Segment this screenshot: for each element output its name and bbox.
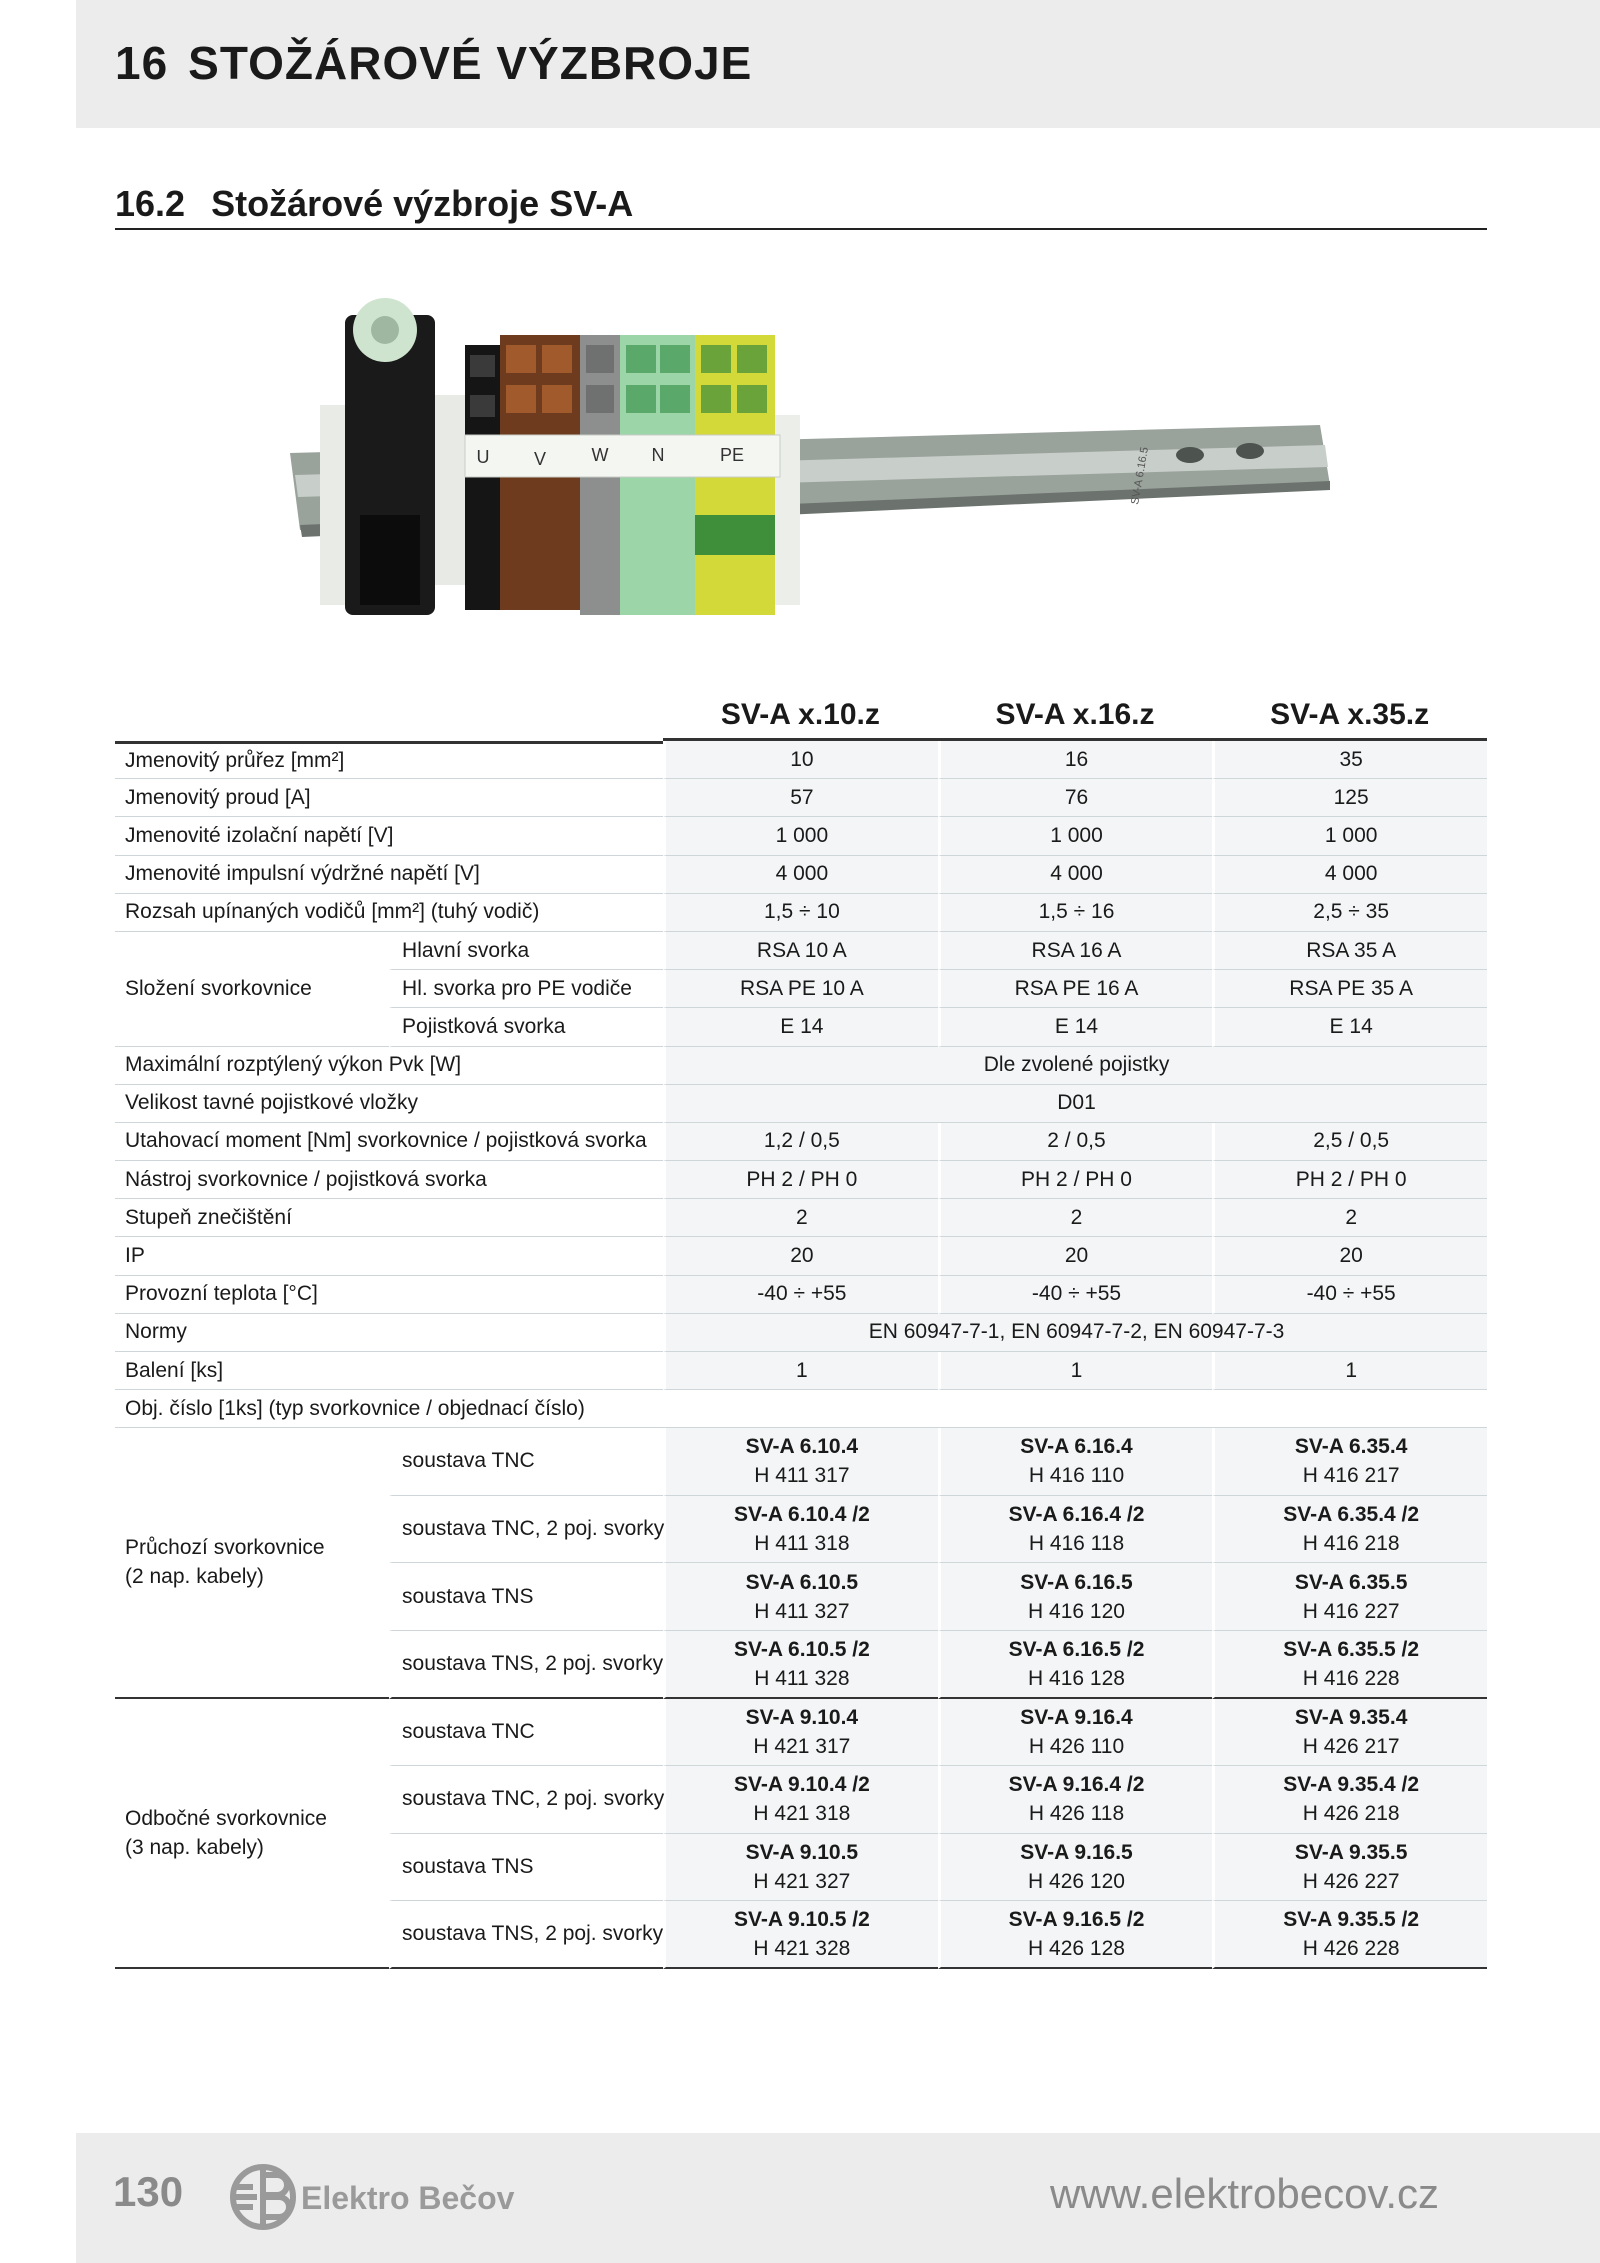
table-row [115,817,1487,855]
order-number: H 426 120 [1028,1870,1125,1894]
group-label-composition: Složení svorkovnice [115,932,389,1047]
order-cell [938,1901,1213,1969]
row-label: Stupeň znečištění [115,1199,663,1237]
order-number: H 426 110 [1028,1734,1125,1758]
table-row [115,894,1487,932]
cell-value: 20 [938,1237,1213,1275]
cell-value: 1,5 ÷ 16 [938,894,1213,932]
product-code: SV-A 6.10.5 [745,1570,859,1594]
table-row [115,1199,1487,1237]
page-number: 130 [113,2168,184,2215]
order-number: H 411 327 [754,1599,850,1623]
cell-value: PH 2 / PH 0 [1212,1161,1487,1199]
group-label-line1: Odbočné svorkovnice [125,1806,327,1830]
cell-value: 2,5 ÷ 35 [1212,894,1487,932]
order-number: H 416 110 [1028,1464,1125,1488]
terminal-label-n: N [651,445,665,465]
order-number: H 421 318 [753,1802,851,1826]
logo-text: Elektro Bečov [301,2180,515,2216]
table-row [115,1276,1487,1314]
product-code: SV-A 9.16.4 /2 [1008,1773,1145,1797]
column-header: SV-A x.10.z [663,697,938,741]
row-label: Utahovací moment [Nm] svorkovnice / pojistková svorka [115,1123,663,1161]
product-code: SV-A 9.10.4 [745,1705,859,1729]
cell-value: 4 000 [663,856,938,894]
website-link[interactable]: www.elektrobecov.cz [1050,2170,1440,2217]
cell-value: E 14 [938,1008,1213,1046]
rail-text: SV-A 6.16.5 [1129,446,1152,506]
row-label: Jmenovitý průřez [mm²] [115,741,663,779]
cell-value: E 14 [1212,1008,1487,1046]
cell-value: -40 ÷ +55 [938,1276,1213,1314]
cell-value: E 14 [663,1008,938,1046]
table-row [115,1123,1487,1161]
chapter-title [115,36,752,90]
row-label: Maximální rozptýlený výkon Pvk [W] [115,1047,663,1085]
cell-value: PH 2 / PH 0 [938,1161,1213,1199]
row-label: Provozní teplota [°C] [115,1276,663,1314]
order-cell [1212,1834,1487,1902]
product-code: SV-A 6.10.5 /2 [733,1637,870,1661]
terminal-label-pe: PE [719,445,745,465]
row-sublabel: Hlavní svorka [389,932,663,970]
cell-value: 35 [1212,741,1487,779]
product-code: SV-A 9.16.5 [1020,1841,1133,1865]
product-code: SV-A 6.16.4 /2 [1008,1503,1145,1527]
table-header-row [115,697,1487,741]
table-row [115,856,1487,894]
cell-value: 16 [938,741,1213,779]
section-number: 16.2 [115,183,186,224]
table-row [115,741,1487,779]
column-header: SV-A x.16.z [938,697,1213,741]
row-sublabel: Pojistková svorka [389,1008,663,1046]
row-sublabel: soustava TNC [389,1699,663,1767]
cell-value: RSA PE 35 A [1212,970,1487,1008]
row-sublabel: soustava TNC, 2 poj. svorky [389,1496,663,1564]
cell-value-span: Dle zvolené pojistky [663,1047,1487,1085]
order-number: H 421 327 [753,1870,851,1894]
cell-value: 1 [1212,1352,1487,1390]
cell-value: 4 000 [938,856,1213,894]
eb-logo-icon [233,2167,293,2227]
row-sublabel: Hl. svorka pro PE vodiče [389,970,663,1008]
cell-value: 2 [663,1199,938,1237]
cell-value: 1 000 [938,817,1213,855]
chapter-number: 16 [115,37,169,89]
order-cell [1212,1699,1487,1767]
terminal-label-u: U [476,447,490,467]
product-code: SV-A 6.35.4 [1294,1435,1408,1459]
order-number: H 416 218 [1302,1532,1400,1556]
row-sublabel: soustava TNC [389,1428,663,1496]
specification-table [115,697,1487,1969]
product-code: SV-A 9.35.5 /2 [1283,1908,1420,1932]
chapter-title-text: STOŽÁROVÉ VÝZBROJE [188,37,753,89]
cell-value-span: EN 60947-7-1, EN 60947-7-2, EN 60947-7-3 [663,1314,1487,1352]
product-code: SV-A 6.35.5 [1294,1570,1408,1594]
product-code: SV-A 6.35.4 /2 [1283,1503,1420,1527]
order-cell [938,1834,1213,1902]
row-label: IP [115,1237,663,1275]
group-label-pass-through [115,1428,389,1698]
order-number: H 416 128 [1028,1666,1125,1690]
group-label-line2: (3 nap. kabely) [125,1835,264,1859]
order-cell [938,1766,1213,1834]
order-cell [1212,1766,1487,1834]
product-code: SV-A 9.10.4 /2 [733,1773,870,1797]
row-sublabel: soustava TNS [389,1834,663,1902]
row-sublabel: soustava TNS, 2 poj. svorky [389,1901,663,1969]
cell-value: 1,5 ÷ 10 [663,894,938,932]
order-cell [1212,1496,1487,1564]
elektro-becov-logo [225,2157,535,2237]
order-number: H 416 118 [1028,1532,1125,1556]
order-number: H 411 317 [754,1464,850,1488]
order-cell [663,1496,938,1564]
order-cell [1212,1563,1487,1631]
cell-value: 57 [663,779,938,817]
terminal-label-v: V [533,449,547,469]
product-code: SV-A 6.10.4 /2 [733,1503,870,1527]
cell-value: 1 [663,1352,938,1390]
section-title [115,183,633,225]
order-cell [1212,1631,1487,1699]
order-cell [1212,1428,1487,1496]
order-cell [938,1496,1213,1564]
product-code: SV-A 6.16.4 [1020,1435,1133,1459]
cell-value: 1,2 / 0,5 [663,1123,938,1161]
product-code: SV-A 9.35.5 [1294,1841,1408,1865]
cell-value: 1 000 [1212,817,1487,855]
cell-value: 125 [1212,779,1487,817]
row-sublabel: soustava TNC, 2 poj. svorky [389,1766,663,1834]
table-row [115,1352,1487,1390]
cell-value: -40 ÷ +55 [1212,1276,1487,1314]
order-number: H 426 128 [1028,1937,1125,1961]
table-row [115,1428,1487,1496]
cell-value: 2 / 0,5 [938,1123,1213,1161]
row-label: Balení [ks] [115,1352,663,1390]
section-title-text: Stožárové výzbroje SV-A [211,183,634,224]
order-cell [663,1901,938,1969]
product-code: SV-A 6.16.5 [1020,1570,1133,1594]
cell-value: 76 [938,779,1213,817]
product-code: SV-A 9.35.4 /2 [1283,1773,1420,1797]
section-divider [115,228,1487,230]
cell-value: RSA 35 A [1212,932,1487,970]
table-row [115,1237,1487,1275]
order-cell [938,1563,1213,1631]
row-label: Jmenovité impulsní výdržné napětí [V] [115,856,663,894]
order-cell [1212,1901,1487,1969]
order-cell [663,1563,938,1631]
order-number: H 421 317 [753,1734,851,1758]
table-row [115,1390,1487,1428]
cell-value: 10 [663,741,938,779]
product-code: SV-A 9.10.5 /2 [733,1908,870,1932]
table-row [115,932,1487,970]
table-row [115,1047,1487,1085]
row-label: Jmenovité izolační napětí [V] [115,817,663,855]
product-code: SV-A 9.35.4 [1294,1705,1408,1729]
cell-value: 4 000 [1212,856,1487,894]
group-label-line1: Průchozí svorkovnice [125,1536,325,1560]
terminal-label-w: W [591,445,609,465]
order-cell [938,1631,1213,1699]
order-cell [663,1834,938,1902]
order-number: H 416 120 [1028,1599,1125,1623]
cell-value: 1 [938,1352,1213,1390]
table-row [115,1314,1487,1352]
product-code: SV-A 6.10.4 [745,1435,859,1459]
product-code: SV-A 9.16.4 [1020,1705,1133,1729]
order-number: H 426 118 [1028,1802,1125,1826]
product-code: SV-A 6.35.5 /2 [1283,1637,1420,1661]
product-code: SV-A 9.10.5 [745,1841,859,1865]
cell-value: 20 [1212,1237,1487,1275]
order-number: H 426 227 [1302,1870,1400,1894]
group-label-line2: (2 nap. kabely) [125,1565,264,1589]
order-cell [938,1428,1213,1496]
order-cell [663,1428,938,1496]
cell-value: PH 2 / PH 0 [663,1161,938,1199]
order-cell [663,1631,938,1699]
row-label: Rozsah upínaných vodičů [mm²] (tuhý vodič) [115,894,663,932]
table-row [115,1085,1487,1123]
cell-value: 1 000 [663,817,938,855]
table-row [115,1161,1487,1199]
cell-value: RSA 10 A [663,932,938,970]
order-number: H 426 217 [1302,1734,1400,1758]
order-header: Obj. číslo [1ks] (typ svorkovnice / objednací číslo) [115,1390,1487,1428]
order-cell [938,1699,1213,1767]
product-photo [290,285,1330,650]
table-row [115,1699,1487,1767]
row-label: Normy [115,1314,663,1352]
row-label: Jmenovitý proud [A] [115,779,663,817]
order-number: H 411 318 [754,1532,850,1556]
cell-value: RSA PE 10 A [663,970,938,1008]
column-header: SV-A x.35.z [1212,697,1487,741]
header-empty-cell [115,697,663,741]
cell-value: 2,5 / 0,5 [1212,1123,1487,1161]
cell-value: RSA PE 16 A [938,970,1213,1008]
table-row [115,779,1487,817]
order-cell [663,1699,938,1767]
cell-value: -40 ÷ +55 [663,1276,938,1314]
order-number: H 421 328 [753,1937,851,1961]
order-number: H 416 217 [1302,1464,1400,1488]
row-sublabel: soustava TNS, 2 poj. svorky [389,1631,663,1699]
order-number: H 416 227 [1302,1599,1400,1623]
row-label: Velikost tavné pojistkové vložky [115,1085,663,1123]
group-label-branch [115,1699,389,1969]
cell-value: RSA 16 A [938,932,1213,970]
cell-value: 2 [938,1199,1213,1237]
row-sublabel: soustava TNS [389,1563,663,1631]
cell-value-span: D01 [663,1085,1487,1123]
order-cell [663,1766,938,1834]
product-code: SV-A 9.16.5 /2 [1008,1908,1145,1932]
order-number: H 426 218 [1302,1802,1400,1826]
order-number: H 426 228 [1302,1937,1400,1961]
order-number: H 411 328 [754,1666,850,1690]
cell-value: 20 [663,1237,938,1275]
cell-value: 2 [1212,1199,1487,1237]
product-code: SV-A 6.16.5 /2 [1008,1637,1145,1661]
order-number: H 416 228 [1302,1666,1400,1690]
row-label: Nástroj svorkovnice / pojistková svorka [115,1161,663,1199]
